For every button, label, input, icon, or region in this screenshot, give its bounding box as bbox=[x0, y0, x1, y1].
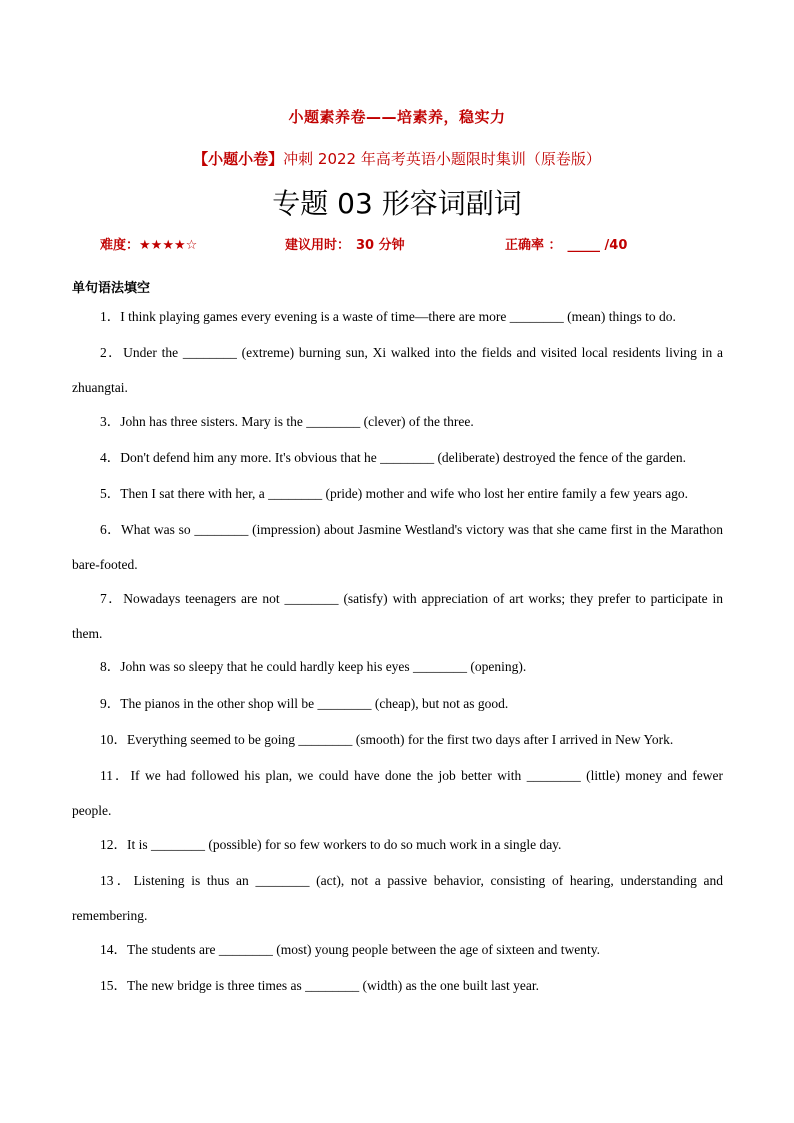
question-3: 3．John has three sisters. Mary is the ________ (clever) of the three. bbox=[100, 414, 474, 429]
suggested-time bbox=[285, 234, 405, 253]
question-11: 11．If we had followed his plan, we could have done the job better with ________ (little) money and fewer people. bbox=[72, 768, 723, 818]
subtitle-bracket: 【小题小卷】 bbox=[193, 150, 284, 168]
page-title: 专题 03 形容词副词 bbox=[272, 187, 522, 220]
accuracy-value: _____ /40 bbox=[567, 238, 628, 253]
time-value: 30 分钟 bbox=[356, 238, 405, 253]
question-7: 7．Nowadays teenagers are not ________ (satisfy) with appreciation of art works; they prefer to participate in them. bbox=[72, 591, 723, 641]
brand-slogan: 小题素养卷——培素养，稳实力 bbox=[288, 108, 506, 126]
question-14: 14．The students are ________ (most) young people between the age of sixteen and twenty. bbox=[100, 942, 600, 957]
accuracy bbox=[505, 234, 627, 253]
question-12: 12．It is ________ (possible) for so few workers to do so much work in a single day. bbox=[100, 837, 562, 852]
question-8: 8．John was so sleepy that he could hardly keep his eyes ________ (opening). bbox=[100, 659, 527, 674]
question-2: 2．Under the ________ (extreme) burning sun, Xi walked into the fields and visited local residents living in a zhuangtai. bbox=[72, 345, 723, 395]
exam-subtitle bbox=[0, 148, 794, 169]
question-13: 13．Listening is thus an ________ (act), not a passive behavior, consisting of hearing, understanding and remembering. bbox=[72, 873, 723, 923]
question-4: 4．Don't defend him any more. It's obvious that he ________ (deliberate) destroyed the fence of the garden. bbox=[100, 450, 686, 465]
question-9: 9．The pianos in the other shop will be ________ (cheap), but not as good. bbox=[100, 696, 509, 711]
difficulty-stars: ★★★★☆ bbox=[139, 238, 198, 253]
time-label: 建议用时： bbox=[285, 238, 351, 253]
question-10: 10．Everything seemed to be going ________ (smooth) for the first two days after I arrived in New York. bbox=[100, 732, 674, 747]
question-6: 6．What was so ________ (impression) about Jasmine Westland's victory was that she came first in the Marathon bare-footed. bbox=[72, 522, 723, 572]
section-title: 单句语法填空 bbox=[72, 281, 151, 296]
difficulty-label: 难度： bbox=[100, 238, 140, 253]
question-15: 15．The new bridge is three times as ________ (width) as the one built last year. bbox=[100, 978, 540, 993]
subtitle-rest: 冲刺 2022 年高考英语小题限时集训（原卷版） bbox=[283, 150, 601, 168]
difficulty bbox=[100, 234, 197, 253]
accuracy-label: 正确率 ： bbox=[505, 238, 562, 253]
question-1: 1．I think playing games every evening is a waste of time—there are more ________ (mean) things to do. bbox=[100, 309, 676, 324]
question-5: 5．Then I sat there with her, a ________ (pride) mother and wife who lost her entire family a few years ago. bbox=[100, 486, 689, 501]
